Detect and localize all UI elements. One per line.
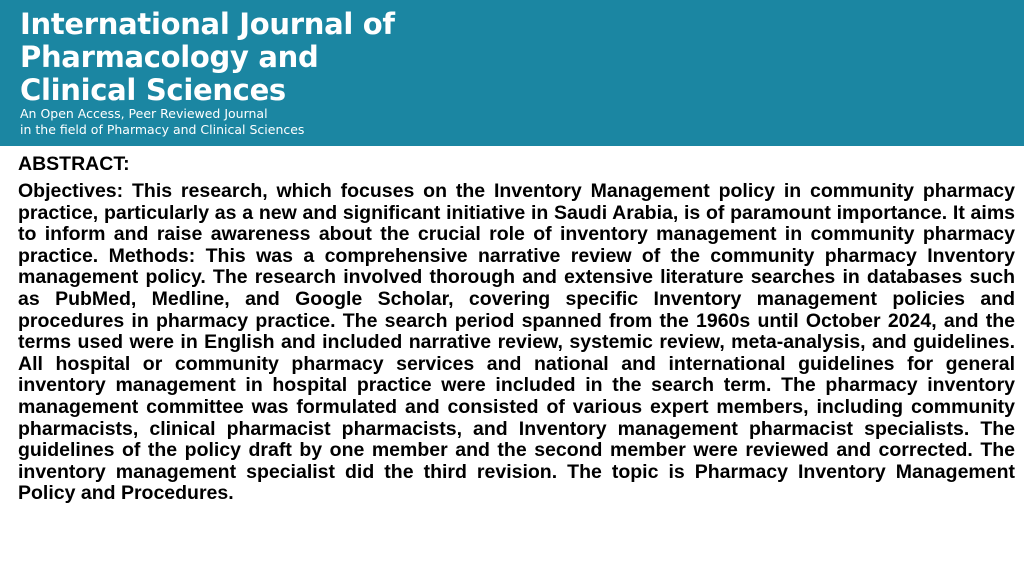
journal-banner bbox=[0, 0, 1024, 146]
journal-title-line-1: International Journal of bbox=[20, 7, 395, 41]
objectives-text: This research, which focuses on the Inventory Management policy in community pharmacy practice, particularly as a new and significant initiative in Saudi Arabia, is of paramount importance. It aims to inform and raise awareness about the crucial role of inventory management in community pharmacy practice. bbox=[18, 180, 1015, 267]
objectives-label: Objectives: bbox=[18, 180, 124, 202]
journal-title-line-3: Clinical Sciences bbox=[20, 73, 286, 107]
journal-tagline bbox=[20, 106, 304, 138]
methods-text: This was a comprehensive narrative review of the community pharmacy Inventory management policy. The research involved thorough and extensive literature searches in databases such as PubMed, Medline, and Google Scholar, covering specific Inventory management policies and procedures in pharmacy practice. The search period spanned from the 1960s until October 2024, and the terms used were in English and included narrative review, systemic review, meta-analysis, and guidelines. All hospital or community pharmacy services and national and international guidelines for general inventory management in hospital practice were included in the search term. The pharmacy inventory management committee was formulated and consisted of various expert members, including community pharmacists, clinical pharmacist pharmacists, and Inventory management pharmacist specialists. The guidelines of the policy draft by one member and the second member were reviewed and corrected. The inventory management specialist did the third revision. The topic is Pharmacy Inventory Management Policy and Procedures. bbox=[18, 244, 1015, 505]
abstract-section bbox=[18, 152, 1015, 505]
journal-title bbox=[20, 8, 395, 107]
abstract-body bbox=[18, 181, 1015, 505]
journal-tagline-line-1: An Open Access, Peer Reviewed Journal bbox=[20, 106, 268, 121]
journal-tagline-line-2: in the field of Pharmacy and Clinical Sciences bbox=[20, 122, 305, 137]
journal-title-line-2: Pharmacology and bbox=[20, 40, 319, 74]
abstract-heading: ABSTRACT: bbox=[18, 153, 130, 175]
methods-label: Methods: bbox=[108, 244, 196, 267]
